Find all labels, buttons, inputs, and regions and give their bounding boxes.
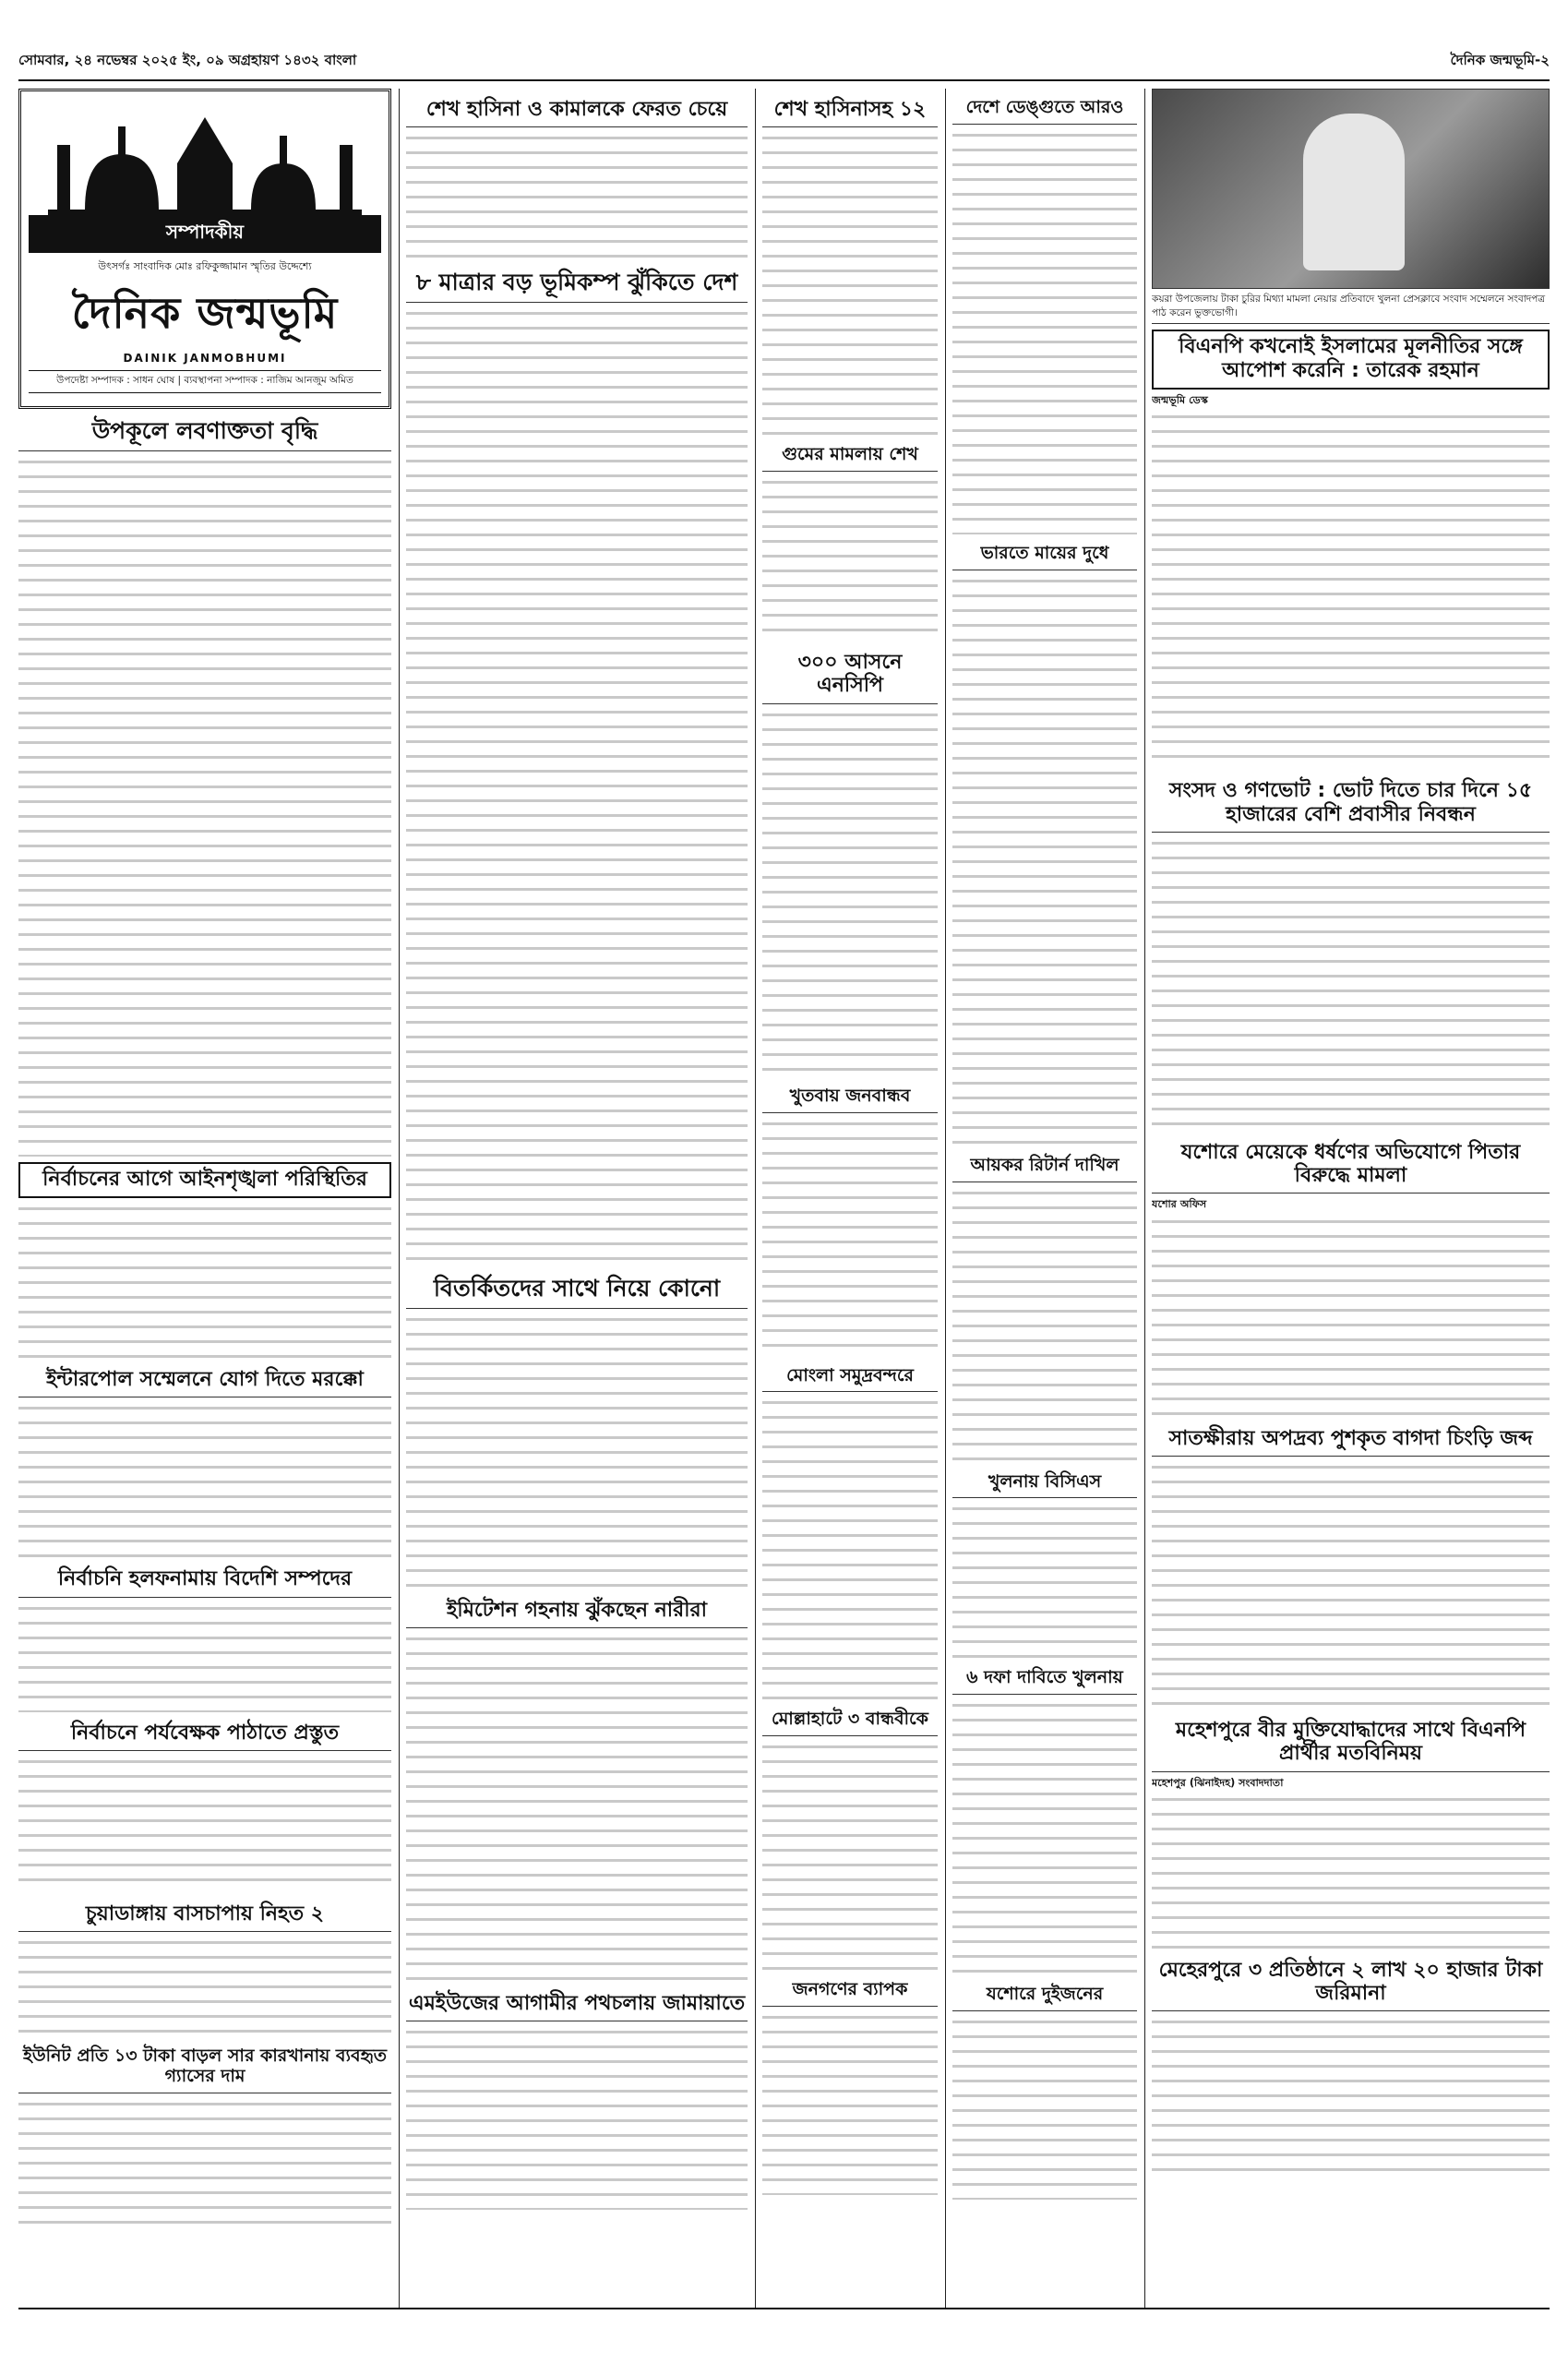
article-body: [1152, 1793, 1550, 1949]
headline-mollahat: মোল্লাহাটে ৩ বান্ধবীকে: [762, 1706, 938, 1736]
headline-tarique: বিএনপি কখনোই ইসলামের মূলনীতির সঙ্গে আপোশ করেনি : তারেক রহমান: [1152, 330, 1550, 390]
column-divider: [755, 89, 756, 2308]
headline-dengue: দেশে ডেঙ্গুতে আরও: [952, 94, 1137, 125]
article-body: [1152, 1215, 1550, 1418]
headline-khutba: খুতবায় জনবান্ধব: [762, 1083, 938, 1113]
headline-interpol: ইন্টারপোল সম্মেলনে যোগ দিতে মরক্কো: [18, 1364, 391, 1397]
column-two: [406, 89, 748, 2304]
headline-six-demands: ৬ দফা দাবিতে খুলনায়: [952, 1664, 1137, 1695]
column-divider: [399, 89, 400, 2308]
staff-line: উপদেষ্টা সম্পাদক : সাধন ঘোষ | ব্যবস্থাপনা সম্পাদক : নাজিম আনজুম অমিত: [29, 370, 381, 393]
article-body: [762, 708, 938, 1077]
headline-controversial: বিতর্কিতদের সাথে নিয়ে কোনো: [406, 1272, 748, 1309]
article-body: [1152, 410, 1550, 770]
article-body: [762, 475, 938, 642]
headline-hasina-return: শেখ হাসিনা ও কামালকে ফেরত চেয়ে: [406, 94, 748, 127]
headline-breastmilk: ভারতে মায়ের দুধে: [952, 540, 1137, 570]
article-body: [18, 1936, 391, 2037]
headline-imitation-jewelry: ইমিটেশন গহনায় ঝুঁকছেন নারীরা: [406, 1595, 748, 1628]
article-body: [762, 2010, 938, 2195]
column-editorial: [18, 89, 391, 2304]
column-divider: [945, 89, 946, 2308]
article-body: [762, 1117, 938, 1357]
dateline: যশোর অফিস: [1152, 1198, 1207, 1211]
dedication-line: উৎসর্গঃ সাংবাদিক মোঃ রফিকুজ্জামান স্মৃতির উদ্দেশ্যে: [98, 260, 312, 272]
article-body: [1152, 1460, 1550, 1709]
headline-muj: এমইউজের আগামীর পথচলায় জামায়াতে: [406, 1988, 748, 2021]
column-divider: [1144, 89, 1145, 2308]
headline-tax-return: আয়কর রিটার্ন দাখিল: [952, 1152, 1137, 1182]
article-body: [18, 1202, 391, 1359]
headline-bcs: খুলনায় বিসিএস: [952, 1469, 1137, 1499]
column-five: [1152, 89, 1550, 2304]
article-body: [762, 1396, 938, 1700]
article-body: [762, 131, 938, 436]
article-body: [762, 1740, 938, 1971]
editorial-banner: সম্পাদকীয়: [29, 215, 381, 253]
headline-earthquake: ৮ মাত্রার বড় ভূমিকম্প ঝুঁকিতে দেশ: [406, 266, 748, 303]
headline-law-order: নির্বাচনের আগে আইনশৃঙ্খলা পরিস্থিতির: [18, 1162, 391, 1198]
article-body: [18, 2097, 391, 2236]
article-body: [952, 2015, 1137, 2200]
person-figure: [1303, 114, 1405, 270]
headline-editorial: উপকূলে লবণাক্ততা বৃদ্ধি: [18, 414, 391, 451]
article-body: [952, 128, 1137, 534]
headline-observers: নির্বাচনে পর্যবেক্ষক পাঠাতে প্রস্তুত: [18, 1718, 391, 1751]
headline-enforced-disappearance: গুমের মামলায় শেখ: [762, 441, 938, 472]
article-body: [1152, 2015, 1550, 2181]
headline-mongla-port: মোংলা সমুদ্রবন্দরে: [762, 1362, 938, 1393]
issue-date: সোমবার, ২৪ নভেম্বর ২০২৫ ইং, ০৯ অগ্রহায়ণ ১৪৩২ বাংলা: [18, 51, 357, 68]
article-body: [406, 1313, 748, 1589]
headline-hasina-12: শেখ হাসিনাসহ ১২: [762, 94, 938, 127]
newspaper-title: দৈনিক জন্মভূমি: [71, 288, 339, 338]
headline-jashore-case: যশোরে মেয়েকে ধর্ষণের অভিযোগে পিতার বিরুদ্ধে মামলা: [1152, 1137, 1550, 1194]
article-body: [952, 574, 1137, 1146]
headline-foreign-assets: নির্বাচনি হলফনামায় বিদেশি সম্পদের: [18, 1564, 391, 1597]
headline-jashore-two: যশোরে দুইজনের: [952, 1981, 1137, 2011]
article-body: [952, 1698, 1137, 1975]
article-body: [18, 1755, 391, 1893]
article-body: [406, 2025, 748, 2210]
headline-bus-accident: চুয়াডাঙ্গায় বাসচাপায় নিহত ২: [18, 1899, 391, 1932]
dateline: মহেশপুর (ঝিনাইদহ) সংবাদদাতা: [1152, 1776, 1284, 1789]
column-four: [952, 89, 1137, 2304]
photo-caption: কয়রা উপজেলায় টাকা চুরির মিথ্যা মামলা নেয়ার প্রতিবাদে খুলনা প্রেসক্লাবে সংবাদ সম্মেলনে সংবাদপত্র পাঠ করেন ভুক্তভোগী।: [1152, 289, 1550, 324]
article-body: [18, 1601, 391, 1712]
paper-page-label: দৈনিক জন্মভূমি-২: [1450, 51, 1550, 68]
page-header-bar: [18, 44, 1550, 78]
newspaper-title-english: DAINIK JANMOBHUMI: [123, 352, 287, 365]
headline-meherpur-fine: মেহেরপুরে ৩ প্রতিষ্ঠানে ২ লাখ ২০ হাজার টাকা জরিমানা: [1152, 1955, 1550, 2012]
footer-rule: [18, 2308, 1550, 2309]
press-conference-photo: [1152, 89, 1550, 289]
header-rule: [18, 79, 1550, 81]
article-body: [952, 1186, 1137, 1463]
column-three: [762, 89, 938, 2304]
headline-shrimp-seized: সাতক্ষীরায় অপদ্রব্য পুশকৃত বাগদা চিংড়ি জব্দ: [1152, 1423, 1550, 1457]
article-body: [406, 306, 748, 1266]
article-body: [18, 1401, 391, 1558]
article-body: [406, 1632, 748, 1983]
headline-expat-registration: সংসদ ও গণভোট : ভোট দিতে চার দিনে ১৫ হাজারের বেশি প্রবাসীর নিবন্ধন: [1152, 775, 1550, 833]
article-body: [18, 455, 391, 1157]
headline-gas-price: ইউনিট প্রতি ১৩ টাকা বাড়ল সার কারখানায় ব্যবহৃত গ্যাসের দাম: [18, 2043, 391, 2093]
article-body: [406, 131, 748, 260]
headline-public-response: জনগণের ব্যাপক: [762, 1976, 938, 2007]
article-body: [1152, 836, 1550, 1132]
headline-freedom-fighters: মহেশপুরে বীর মুক্তিযোদ্ধাদের সাথে বিএনপি প্রার্থীর মতবিনিময়: [1152, 1715, 1550, 1772]
dateline: জন্মভূমি ডেস্ক: [1152, 393, 1208, 406]
headline-ncp-300: ৩০০ আসনে এনসিপি: [762, 647, 938, 704]
editorial-masthead: [18, 89, 391, 409]
article-body: [952, 1502, 1137, 1659]
